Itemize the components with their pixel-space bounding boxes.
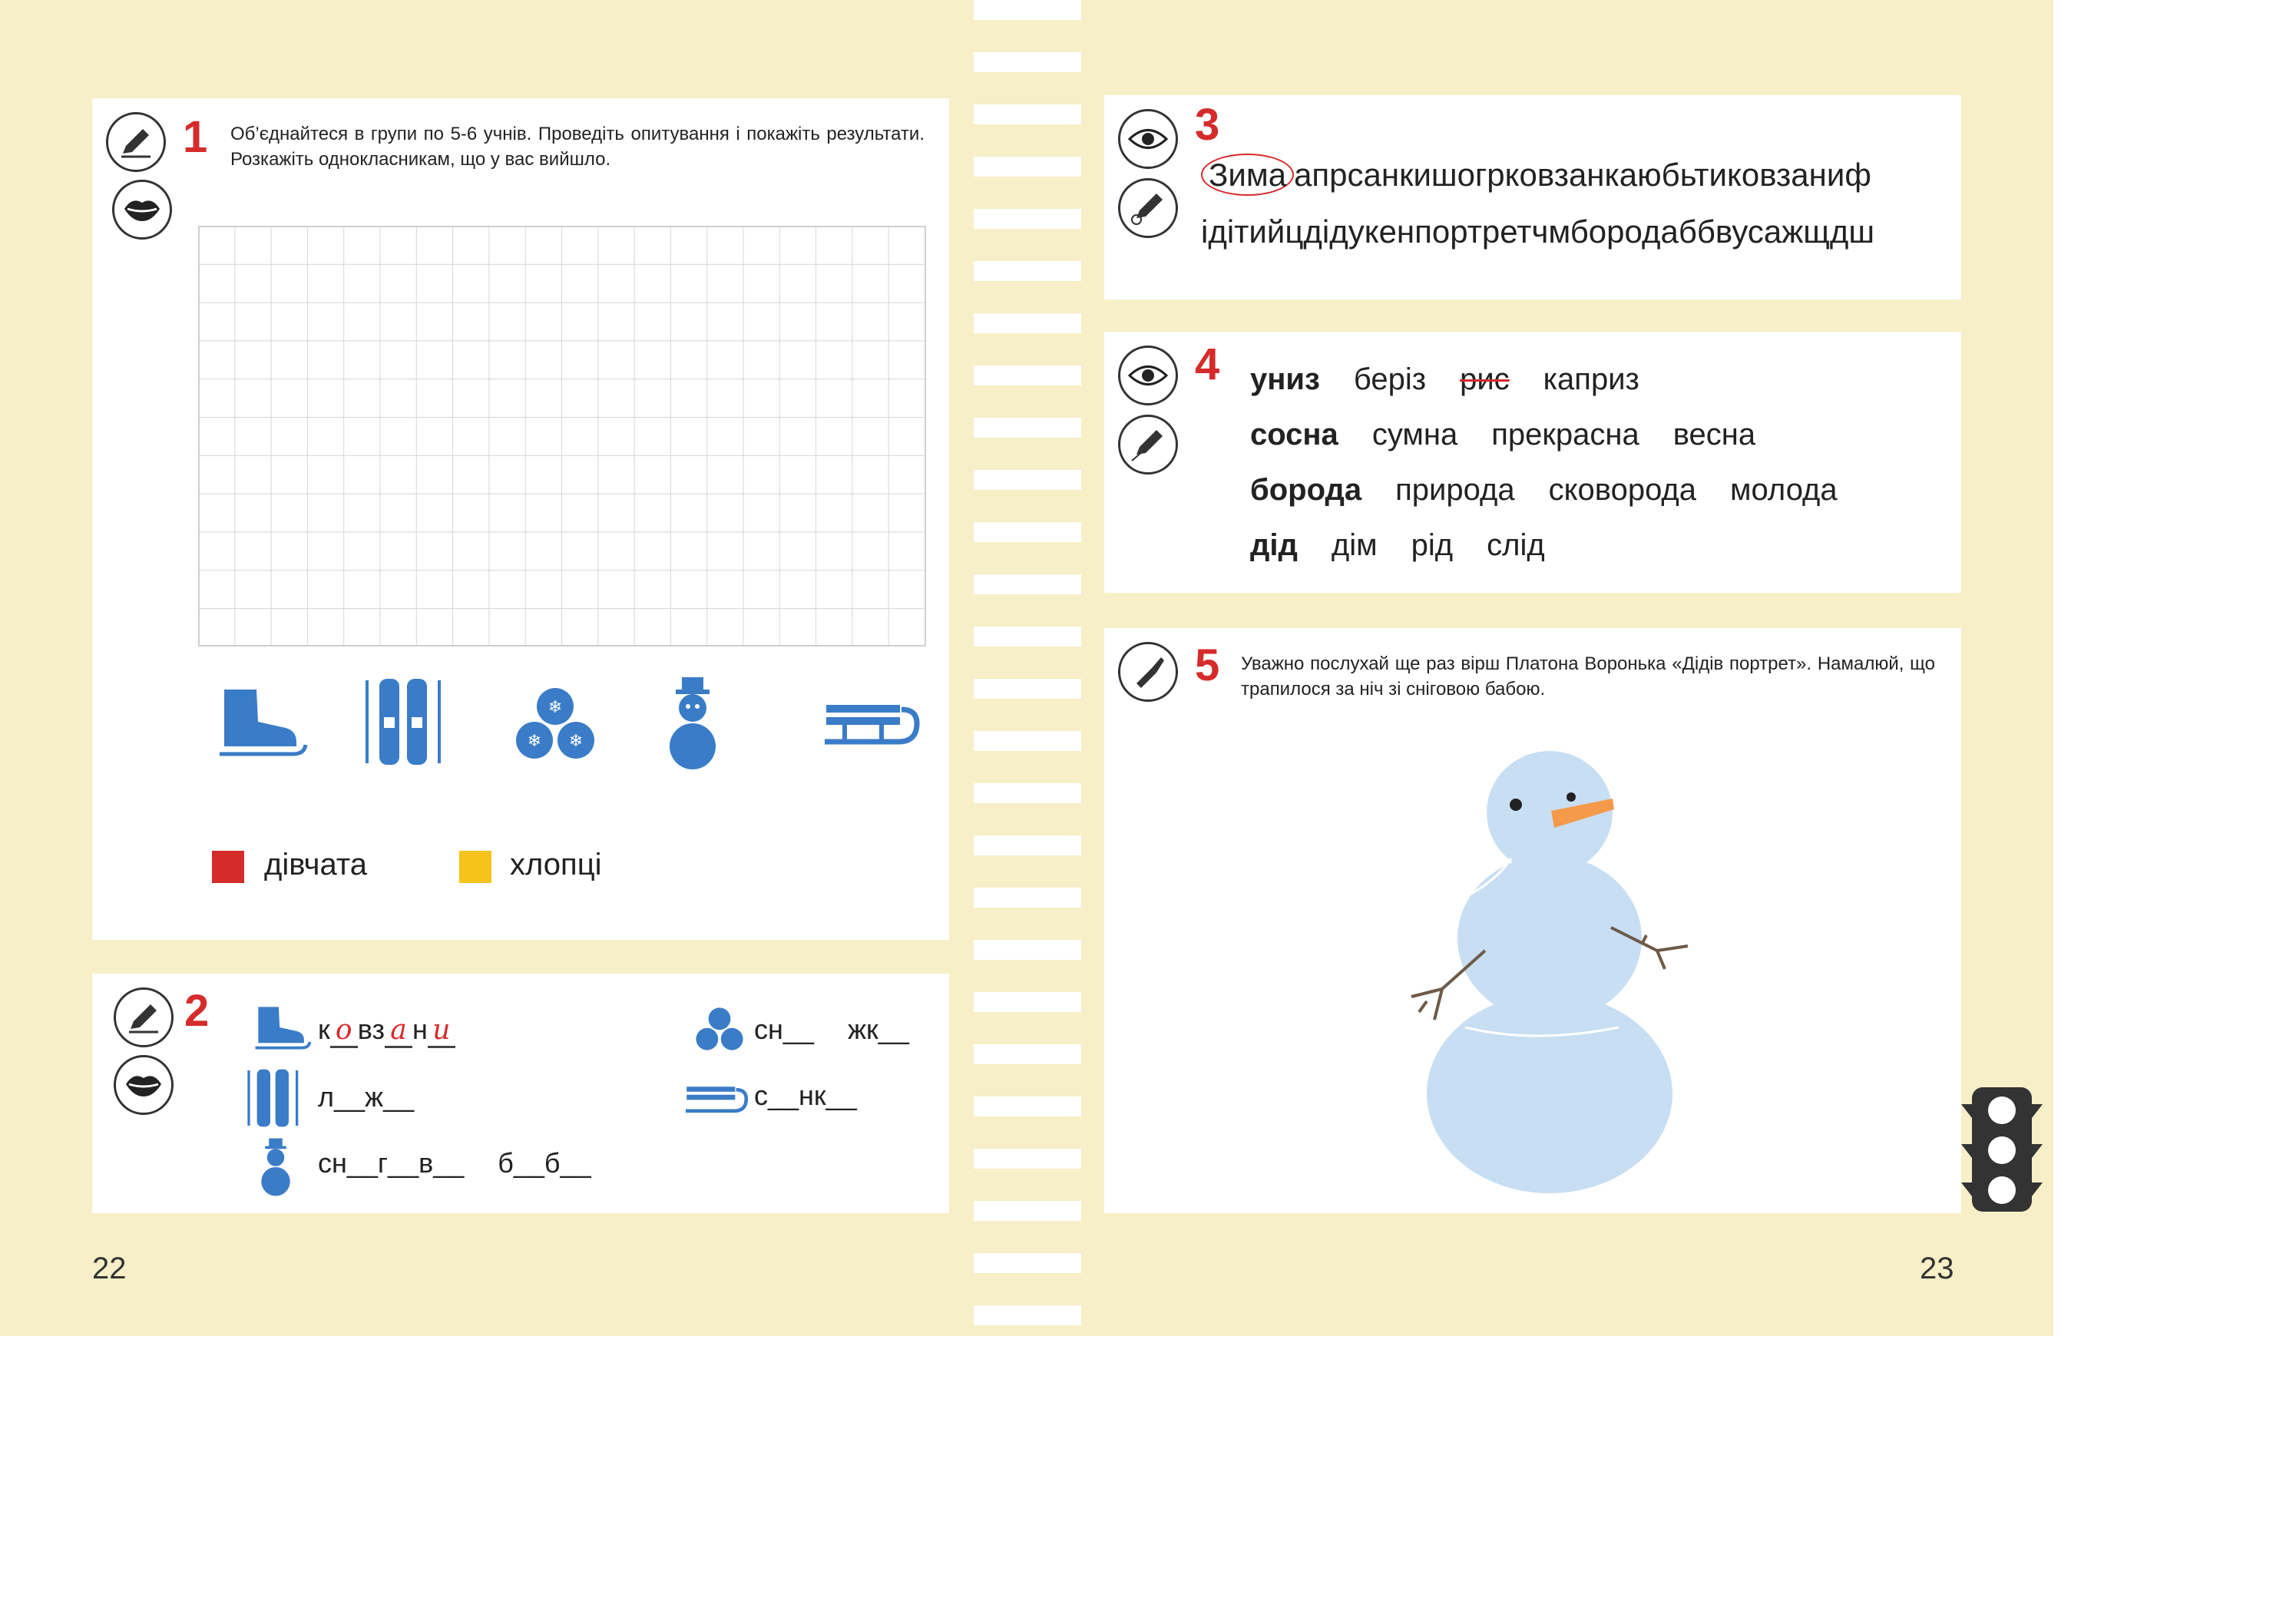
word-skates: к о вз а н и: [318, 1014, 455, 1048]
legend-girls-swatch: [212, 851, 244, 883]
legend-boys-label: хлопці: [510, 848, 602, 881]
word-row-2: сосна сумна прекрасна весна: [1250, 418, 1756, 451]
word-row-4: дід дім рід слід: [1250, 528, 1545, 562]
word-skis: л__ж__: [318, 1081, 415, 1113]
lips-icon: [112, 180, 172, 240]
snowman-icon: [256, 1135, 295, 1199]
snowman-icon: [662, 676, 723, 771]
task3-card: [1104, 95, 1961, 299]
task4-number: 4: [1195, 339, 1220, 389]
lips-icon: [114, 1055, 174, 1115]
word-sled: с__нк__: [754, 1080, 857, 1111]
page-number-left: 22: [92, 1252, 127, 1285]
task1-number: 1: [183, 112, 208, 162]
task5-instruction: Уважно послухай ще раз вірш Платона Воронька «Дідів портрет». Намалюй, що трапилося за ніч зі сніговою бабою.: [1241, 653, 1935, 700]
snowballs-icon: [513, 685, 597, 762]
snowballs-icon: [694, 1006, 745, 1052]
ski-icon: [358, 676, 450, 768]
legend-boys-swatch: [459, 851, 491, 883]
ski-icon: [243, 1067, 304, 1129]
task1-card: [92, 98, 949, 940]
letter-string-2: ідітийцдідукенпортретчмбородаббвусажщдш: [1201, 213, 1875, 250]
task2-card: [92, 974, 949, 1213]
snowman-illustration: [1381, 743, 1719, 1196]
traffic-light-icon: [1960, 1084, 2044, 1215]
word-row-3: борода природа сковорода молода: [1250, 473, 1838, 507]
word-snowman: сн__г__в__ б__б__: [318, 1147, 591, 1179]
word-row-1: униз беріз рис каприз: [1250, 362, 1639, 396]
pencil-icon: [1118, 415, 1178, 475]
task1-instruction: Об’єднайтеся в групи по 5-6 учнів. Проведіть опитування і покажіть результати. Розкажіть однокласникам, що у вас вийшло.: [230, 124, 925, 170]
word-snowballs: сн__ жк__: [754, 1014, 909, 1045]
page-number-right: 23: [1920, 1252, 1954, 1285]
book-spine: [974, 0, 1081, 1336]
svg-text:❄: ❄: [548, 697, 563, 716]
svg-text:❄: ❄: [527, 731, 542, 750]
task5-number: 5: [1195, 640, 1220, 690]
letter-string-1: Зима апрсанкишогрковзанкаюбьтиковзаниф: [1201, 157, 1871, 193]
pencil-icon: [106, 112, 166, 172]
task4-card: [1104, 332, 1961, 593]
sled-icon: [683, 1083, 749, 1118]
survey-grid: [198, 226, 928, 648]
svg-text:❄: ❄: [568, 731, 584, 750]
skate-icon: [253, 1003, 312, 1052]
legend-girls-label: дівчата: [264, 848, 368, 881]
eye-icon: [1118, 346, 1178, 405]
eye-icon: [1118, 109, 1178, 169]
task3-number: 3: [1195, 100, 1220, 150]
task5-card: [1104, 628, 1961, 1213]
task2-number: 2: [184, 986, 210, 1036]
pencil-icon: [1118, 178, 1178, 238]
pencil-icon: [114, 987, 174, 1047]
sled-icon: [822, 699, 921, 752]
brush-icon: [1118, 642, 1178, 702]
skate-icon: [217, 683, 309, 760]
circled-word: Зима: [1201, 154, 1294, 196]
